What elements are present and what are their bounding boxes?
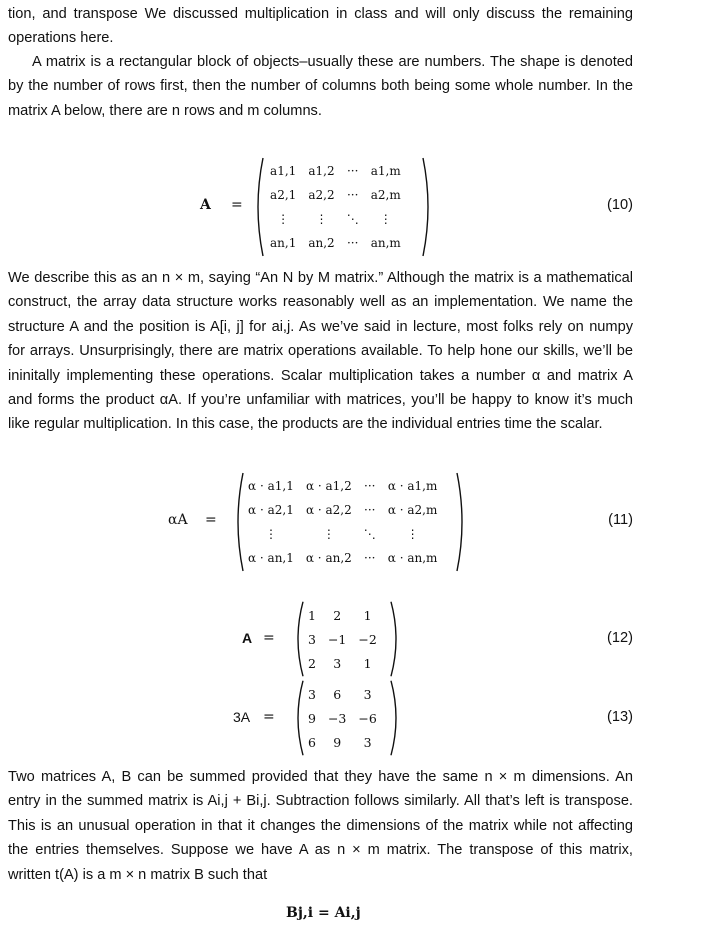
matrix-cell: 9 bbox=[308, 710, 316, 726]
text-line: the entries themselves. Suppose we have A as n × m matrix. The transpose of this matrix, bbox=[8, 842, 633, 859]
matrix-grid bbox=[264, 159, 407, 255]
matrix-cell: α · a1,1 bbox=[248, 479, 294, 493]
matrix-row bbox=[302, 627, 383, 651]
matrix-cell: α · a2,2 bbox=[305, 503, 352, 517]
matrix-cell: −6 bbox=[358, 710, 377, 726]
right-paren bbox=[422, 157, 434, 257]
matrix-cell: an,m bbox=[370, 236, 401, 250]
text-line: tion, and transpose We discussed multiplication in class and will only discuss the remaining bbox=[8, 6, 633, 22]
paragraph-matrix-definition bbox=[8, 50, 633, 123]
equation-transpose: Bj,i = Ai,j bbox=[286, 905, 361, 921]
matrix-cell: α · an,2 bbox=[305, 551, 352, 565]
matrix-cell: ··· bbox=[364, 551, 376, 565]
text-line: We describe this as an n × m, saying “An N by M matrix.” Although the matrix is a mathematical bbox=[8, 270, 633, 286]
matrix-cell: a2,1 bbox=[270, 188, 297, 202]
text-line: Two matrices A, B can be summed provided that they have the same n × m dimensions. An bbox=[8, 769, 633, 785]
matrix-row bbox=[264, 183, 407, 207]
matrix-cell: 1 bbox=[363, 655, 372, 671]
matrix-cell: α · an,1 bbox=[248, 551, 294, 565]
equation-number: (11) bbox=[608, 512, 633, 528]
matrix-row bbox=[264, 207, 407, 231]
text-line: ininitally implementing these operations. Scalar multiplication takes a number α and matrix A bbox=[8, 367, 633, 384]
matrix-cell: an,2 bbox=[308, 236, 335, 250]
matrix-cell: α · a1,m bbox=[387, 479, 438, 493]
matrix-cell: 6 bbox=[333, 686, 342, 702]
text-line: for arrays. Unsurprisingly, there are matrix operations available. To help hone our skills, we’ll be bbox=[8, 343, 633, 360]
matrix-row bbox=[242, 474, 443, 498]
text-line: This is an unusual operation in that it changes the dimensions of the matrix while not affecting bbox=[8, 817, 633, 834]
matrix-cell: 3 bbox=[363, 686, 372, 702]
matrix-cell: ⋮ bbox=[406, 527, 419, 541]
text-line: entry in the summed matrix is Ai,j + Bi,j. Subtraction follows similarly. All that’s left is transpose. bbox=[8, 793, 633, 810]
equals-sign: = bbox=[263, 630, 275, 646]
matrix-cell: ⋮ bbox=[277, 212, 290, 226]
paragraph-intro bbox=[8, 2, 633, 51]
text-line: by the number of rows first, then the number of columns both being some whole number. In the bbox=[8, 78, 633, 95]
matrix-cell: 9 bbox=[333, 734, 342, 750]
text-line: written t(A) is a m × n matrix B such that bbox=[8, 866, 268, 883]
matrix-cell: an,1 bbox=[270, 236, 297, 250]
matrix-row bbox=[264, 231, 407, 255]
matrix-row bbox=[242, 546, 443, 570]
matrix-cell: ⋮ bbox=[322, 527, 335, 541]
matrix-row bbox=[264, 159, 407, 183]
matrix-cell: ⋱ bbox=[346, 212, 359, 226]
matrix-general bbox=[252, 157, 434, 257]
text-line: A matrix is a rectangular block of objects–usually these are numbers. The shape is denoted bbox=[32, 54, 633, 70]
equation-number: (10) bbox=[607, 197, 633, 213]
right-paren bbox=[456, 472, 468, 572]
matrix-cell: 3 bbox=[333, 655, 342, 671]
matrix-cell: ⋮ bbox=[315, 212, 328, 226]
equation-number: (13) bbox=[607, 709, 633, 725]
matrix-cell: ··· bbox=[346, 164, 359, 178]
matrix-cell: 1 bbox=[308, 607, 316, 623]
matrix-cell: α · a1,2 bbox=[305, 479, 352, 493]
text-line: matrix A below, there are n rows and m columns. bbox=[8, 102, 322, 119]
equation-lhs: A bbox=[200, 197, 211, 213]
equation-lhs: αA bbox=[168, 512, 188, 528]
matrix-cell: α · a2,1 bbox=[248, 503, 294, 517]
matrix-row bbox=[302, 730, 383, 754]
matrix-cell: 3 bbox=[363, 734, 372, 750]
text-line: like regular multiplication. In this case, the products are the individual entries time the scalar. bbox=[8, 416, 603, 433]
matrix-row bbox=[242, 522, 443, 546]
left-paren bbox=[252, 157, 264, 257]
matrix-grid bbox=[302, 603, 383, 675]
text-line: operations here. bbox=[8, 30, 114, 47]
matrix-cell: ··· bbox=[364, 479, 376, 493]
matrix-scaled-general bbox=[232, 472, 468, 572]
matrix-row bbox=[302, 603, 383, 627]
right-paren bbox=[390, 680, 402, 756]
matrix-cell: 3 bbox=[308, 686, 316, 702]
matrix-cell: ··· bbox=[364, 503, 376, 517]
equation-lhs: A bbox=[242, 630, 253, 646]
equals-sign: = bbox=[263, 709, 275, 725]
matrix-cell: 1 bbox=[363, 607, 372, 623]
matrix-cell: ⋮ bbox=[379, 212, 392, 226]
matrix-cell: 3 bbox=[308, 631, 316, 647]
matrix-cell: a1,m bbox=[370, 164, 401, 178]
text-line: structure A and the position is A[i, j] for ai,j. As we’ve said in lecture, most folks rely on numpy bbox=[8, 318, 633, 335]
matrix-cell: ⋱ bbox=[363, 527, 376, 541]
matrix-cell: α · a2,m bbox=[387, 503, 438, 517]
matrix-cell: a1,1 bbox=[270, 164, 297, 178]
matrix-cell: a2,2 bbox=[308, 188, 335, 202]
matrix-row bbox=[302, 682, 383, 706]
matrix-row bbox=[302, 706, 383, 730]
matrix-example-a bbox=[292, 601, 402, 677]
matrix-cell: −2 bbox=[358, 631, 377, 647]
right-paren bbox=[390, 601, 402, 677]
matrix-cell: −3 bbox=[327, 710, 347, 726]
matrix-cell: ··· bbox=[346, 188, 359, 202]
matrix-grid bbox=[242, 474, 443, 570]
matrix-cell: 6 bbox=[308, 734, 316, 750]
matrix-cell: 2 bbox=[333, 607, 342, 623]
equals-sign: = bbox=[205, 512, 217, 528]
matrix-cell: a2,m bbox=[370, 188, 401, 202]
matrix-row bbox=[242, 498, 443, 522]
equals-sign: = bbox=[231, 197, 243, 213]
equation-number: (12) bbox=[607, 630, 633, 646]
paragraph-sum-transpose bbox=[8, 765, 633, 887]
equation-lhs: 3A bbox=[233, 709, 251, 725]
matrix-cell: ··· bbox=[346, 236, 359, 250]
matrix-row bbox=[302, 651, 383, 675]
matrix-cell: a1,2 bbox=[308, 164, 335, 178]
matrix-example-3a bbox=[292, 680, 402, 756]
text-line: and forms the product αA. If you’re unfamiliar with matrices, you’ll be happy to know it’s much bbox=[8, 392, 633, 409]
matrix-grid bbox=[302, 682, 383, 754]
text-line: construct, the array data structure works reasonably well as an implementation. We name the bbox=[8, 294, 633, 311]
paragraph-scalar-multiplication bbox=[8, 266, 633, 437]
matrix-cell: −1 bbox=[327, 631, 347, 647]
matrix-cell: α · an,m bbox=[387, 551, 438, 565]
matrix-cell: ⋮ bbox=[264, 527, 277, 541]
matrix-cell: 2 bbox=[308, 655, 316, 671]
